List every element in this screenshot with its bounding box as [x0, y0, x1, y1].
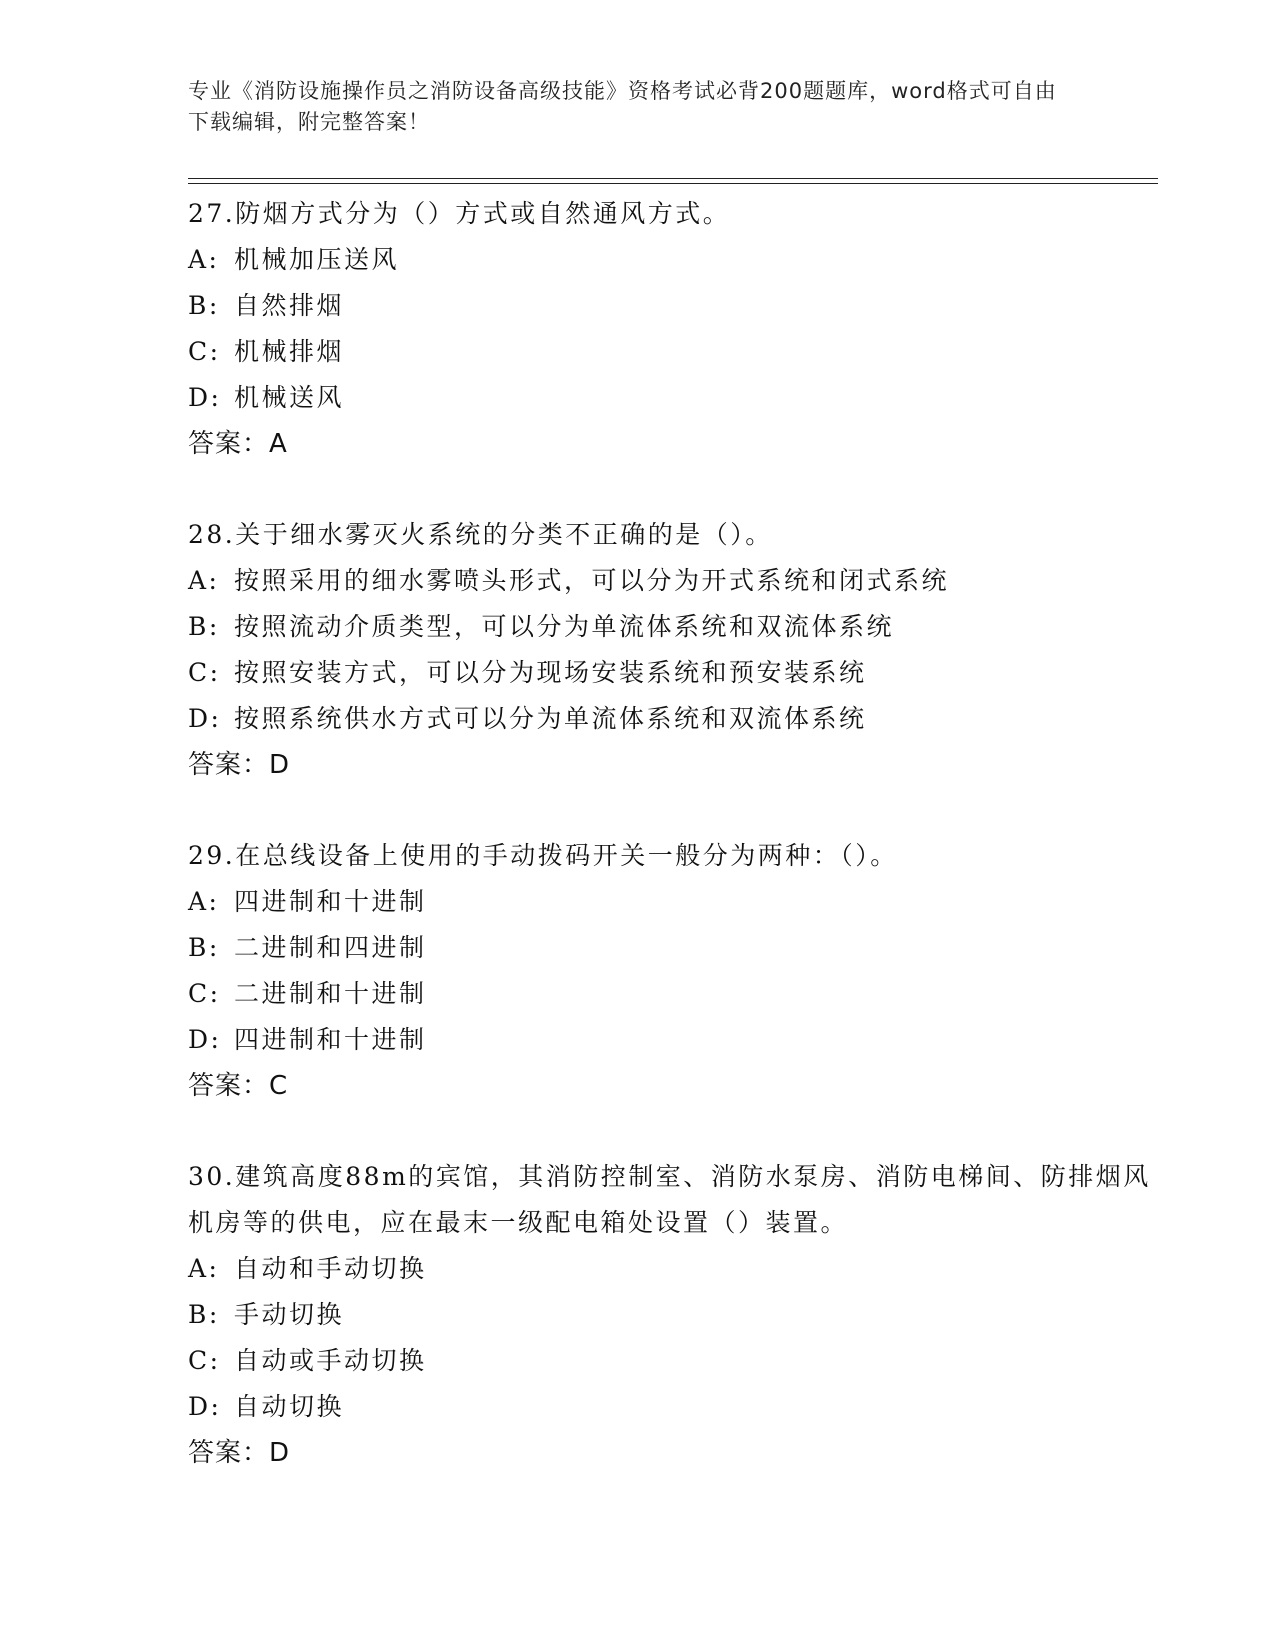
- answer-line: 答案：C: [188, 1071, 289, 1101]
- option-text: 四进制和十进制: [234, 1025, 427, 1054]
- option-letter: D:: [188, 704, 222, 733]
- header-divider-top: [188, 178, 1158, 179]
- option-d: [188, 696, 1168, 742]
- option-letter: B:: [188, 612, 220, 641]
- option-letter: C:: [188, 658, 221, 687]
- option-text: 手动切换: [234, 1300, 345, 1329]
- option-text: 按照采用的细水雾喷头形式，可以分为开式系统和闭式系统: [234, 566, 950, 595]
- question-28: [188, 512, 1168, 788]
- option-letter: D:: [188, 1392, 222, 1421]
- option-b: [188, 925, 1168, 971]
- option-text: 机械排烟: [234, 337, 345, 366]
- option-b: [188, 283, 1168, 329]
- option-letter: A:: [188, 566, 220, 595]
- answer-line: 答案：D: [188, 1438, 291, 1468]
- option-letter: B:: [188, 933, 220, 962]
- option-a: [188, 1246, 1168, 1292]
- question-stem: 27.防烟方式分为（）方式或自然通风方式。: [188, 199, 731, 228]
- option-c: [188, 971, 1168, 1017]
- option-text: 二进制和四进制: [234, 933, 427, 962]
- option-letter: A:: [188, 245, 220, 274]
- question-stem: 30.建筑高度88m的宾馆，其消防控制室、消防水泵房、消防电梯间、防排烟风机房等的供电，应在最末一级配电箱处设置（）装置。: [188, 1162, 1151, 1237]
- question-29: [188, 833, 1168, 1109]
- option-c: [188, 1338, 1168, 1384]
- option-a: [188, 879, 1168, 925]
- document-header: 专业《消防设施操作员之消防设备高级技能》资格考试必背200题题库，word格式可自由下载编辑，附完整答案！: [188, 79, 1057, 134]
- option-text: 按照系统供水方式可以分为单流体系统和双流体系统: [234, 704, 867, 733]
- option-text: 自然排烟: [234, 291, 345, 320]
- option-letter: D:: [188, 1025, 222, 1054]
- option-letter: C:: [188, 337, 221, 366]
- option-b: [188, 1292, 1168, 1338]
- option-text: 机械送风: [234, 383, 345, 412]
- header-divider-bottom: [188, 183, 1158, 184]
- option-c: [188, 650, 1168, 696]
- option-letter: A:: [188, 887, 220, 916]
- option-a: [188, 237, 1168, 283]
- option-b: [188, 604, 1168, 650]
- question-list: [188, 191, 1168, 1521]
- option-d: [188, 375, 1168, 421]
- option-d: [188, 1017, 1168, 1063]
- question-27: [188, 191, 1168, 467]
- option-text: 自动切换: [234, 1392, 345, 1421]
- option-text: 四进制和十进制: [234, 887, 427, 916]
- option-text: 自动或手动切换: [234, 1346, 427, 1375]
- answer-line: 答案：D: [188, 750, 291, 780]
- option-letter: C:: [188, 1346, 221, 1375]
- option-text: 二进制和十进制: [234, 979, 427, 1008]
- question-stem: 29.在总线设备上使用的手动拨码开关一般分为两种：（）。: [188, 841, 898, 870]
- question-stem: 28.关于细水雾灭火系统的分类不正确的是（）。: [188, 520, 773, 549]
- option-letter: C:: [188, 979, 221, 1008]
- option-letter: B:: [188, 291, 220, 320]
- option-c: [188, 329, 1168, 375]
- option-letter: A:: [188, 1254, 220, 1283]
- option-text: 机械加压送风: [234, 245, 400, 274]
- option-a: [188, 558, 1168, 604]
- question-30: [188, 1154, 1168, 1476]
- option-text: 按照流动介质类型，可以分为单流体系统和双流体系统: [234, 612, 895, 641]
- option-letter: D:: [188, 383, 222, 412]
- option-text: 按照安装方式，可以分为现场安装系统和预安装系统: [234, 658, 867, 687]
- option-d: [188, 1384, 1168, 1430]
- option-letter: B:: [188, 1300, 220, 1329]
- answer-line: 答案：A: [188, 429, 288, 459]
- option-text: 自动和手动切换: [234, 1254, 427, 1283]
